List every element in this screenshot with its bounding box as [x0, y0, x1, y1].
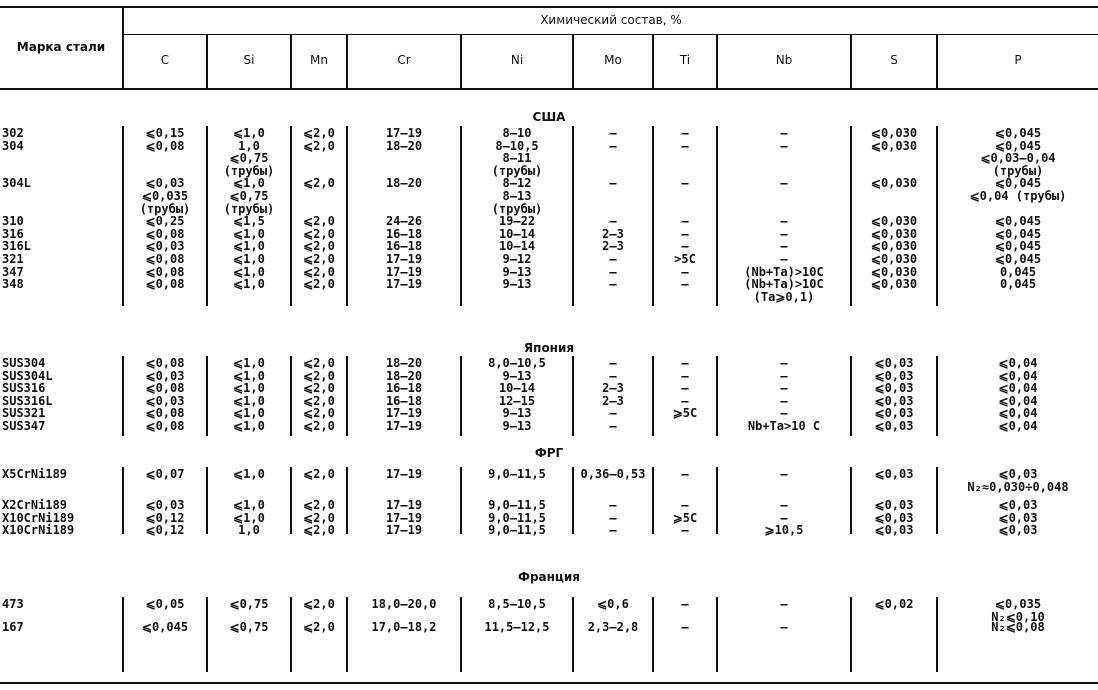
- cell-si: ⩽1,0: [233, 510, 265, 525]
- cell-mo: —: [609, 406, 617, 421]
- cell-ti: —: [681, 393, 689, 408]
- cell-s: ⩽0,030: [870, 277, 918, 292]
- column-header-s: S: [890, 53, 898, 67]
- cell-ti: —: [681, 523, 689, 538]
- cell-ni: 10—14: [498, 226, 536, 241]
- cell-grade: 304: [2, 138, 24, 153]
- table-row: [0, 598, 1098, 611]
- cell-ni: 8—10,5: [495, 138, 539, 153]
- cell-nb: —: [780, 226, 788, 241]
- composition-header: Химический состав, %: [540, 13, 682, 27]
- cell-mn: ⩽2,0: [303, 498, 335, 513]
- table-row: [0, 140, 1098, 153]
- cell-grade: 302: [2, 126, 24, 140]
- cell-ni: 19—22: [498, 214, 536, 229]
- cell-ti: ⩾5C: [672, 510, 698, 525]
- cell-mo: —: [609, 264, 617, 279]
- cell-p: ⩽0,045: [994, 138, 1042, 153]
- cell-p: ⩽0,03: [998, 498, 1038, 513]
- cell-p: N₂⩽0,08: [991, 619, 1045, 634]
- cell-ti: —: [681, 467, 689, 481]
- cell-mn: ⩽2,0: [303, 393, 335, 408]
- cell-p: ⩽0,04: [998, 381, 1038, 396]
- composition-rule: [122, 34, 1098, 35]
- cell-ni: (трубы): [491, 201, 543, 216]
- cell-grade: 304L: [2, 176, 31, 191]
- table-row: [0, 152, 1098, 165]
- cell-cr: 17—19: [385, 126, 423, 140]
- cell-mo: 2—3: [602, 393, 624, 408]
- cell-mo: —: [609, 138, 617, 153]
- cell-s: ⩽0,03: [874, 498, 914, 513]
- cell-mn: ⩽2,0: [303, 226, 335, 241]
- cell-grade: SUS316: [2, 381, 46, 396]
- cell-ni: 9,0—11,5: [488, 523, 546, 538]
- cell-mo: —: [609, 252, 617, 266]
- column-header-ti: Ti: [679, 53, 691, 67]
- cell-c: ⩽0,08: [145, 356, 185, 370]
- cell-grade: 321: [2, 252, 24, 266]
- cell-c: ⩽0,03: [145, 393, 185, 408]
- cell-nb: (Nb+Ta)>10C: [744, 264, 824, 279]
- cell-ti: —: [681, 176, 689, 191]
- cell-p: N₂⩽0,10: [991, 609, 1045, 624]
- cell-nb: ⩾10,5: [764, 523, 804, 538]
- cell-grade: SUS304L: [2, 368, 53, 383]
- cell-nb: —: [780, 381, 788, 396]
- cell-cr: 17—19: [385, 467, 423, 481]
- cell-grade: X5CrNi189: [2, 467, 68, 481]
- cell-si: ⩽1,0: [233, 226, 265, 241]
- cell-cr: 17—19: [385, 419, 423, 433]
- cell-c: ⩽0,03: [145, 239, 185, 254]
- cell-s: ⩽0,03: [874, 419, 914, 433]
- cell-nb: (Nb+Ta)>10C: [744, 277, 824, 292]
- cell-nb: —: [780, 239, 788, 254]
- cell-nb: Nb+Ta>10 C: [747, 419, 821, 433]
- column-header-p: P: [1014, 53, 1022, 67]
- cell-s: ⩽0,030: [870, 226, 918, 241]
- cell-ni: 9—13: [502, 419, 532, 433]
- cell-p: ⩽0,03: [998, 510, 1038, 525]
- cell-p: ⩽0,045: [994, 239, 1042, 254]
- cell-mn: ⩽2,0: [303, 419, 335, 433]
- cell-mn: ⩽2,0: [303, 467, 335, 481]
- cell-ti: —: [681, 138, 689, 153]
- column-header-mn: Mn: [310, 53, 328, 67]
- cell-mn: ⩽2,0: [303, 368, 335, 383]
- cell-si: ⩽1,0: [233, 239, 265, 254]
- column-header-cr: Cr: [397, 53, 411, 67]
- cell-mo: 0,36—0,53: [580, 467, 646, 481]
- cell-grade: 316: [2, 226, 24, 241]
- cell-ni: 8,0—10,5: [488, 356, 546, 370]
- cell-si: ⩽1,0: [233, 356, 265, 370]
- cell-ti: —: [681, 597, 689, 611]
- cell-si: ⩽1,0: [233, 393, 265, 408]
- cell-ni: 9,0—11,5: [488, 498, 546, 513]
- cell-ni: 9—13: [502, 368, 532, 383]
- cell-c: ⩽0,08: [145, 138, 185, 153]
- cell-p: ⩽0,04 (трубы): [969, 189, 1067, 203]
- cell-si: ⩽0,75: [229, 151, 269, 166]
- cell-ni: (трубы): [491, 163, 543, 178]
- cell-ni: 9,0—11,5: [488, 510, 546, 525]
- cell-grade: X10CrNi189: [2, 523, 75, 538]
- column-header-mo: Mo: [604, 53, 622, 67]
- cell-p: 0,045: [999, 277, 1037, 292]
- table-row: [0, 278, 1098, 291]
- cell-c: ⩽0,08: [145, 226, 185, 241]
- cell-mn: ⩽2,0: [303, 523, 335, 538]
- cell-s: ⩽0,030: [870, 176, 918, 191]
- cell-si: ⩽1,0: [233, 467, 265, 481]
- cell-mo: —: [609, 176, 617, 191]
- cell-c: ⩽0,05: [145, 597, 185, 611]
- cell-grade: 316L: [2, 239, 31, 254]
- cell-si: ⩽1,0: [233, 368, 265, 383]
- cell-ni: 8—13: [502, 189, 532, 203]
- cell-ti: —: [681, 126, 689, 140]
- cell-c: ⩽0,08: [145, 277, 185, 292]
- cell-cr: 16—18: [385, 239, 423, 254]
- cell-si: ⩽1,0: [233, 126, 265, 140]
- cell-c: ⩽0,045: [141, 619, 189, 634]
- column-header-si: Si: [243, 53, 255, 67]
- cell-cr: 17—19: [385, 406, 423, 421]
- cell-nb: —: [780, 368, 788, 383]
- cell-s: ⩽0,030: [870, 126, 918, 140]
- table-row: [0, 621, 1098, 634]
- cell-ni: 12—15: [498, 393, 536, 408]
- cell-s: ⩽0,03: [874, 510, 914, 525]
- cell-mn: ⩽2,0: [303, 277, 335, 292]
- cell-ni: 8—10: [502, 126, 532, 140]
- cell-grade: SUS347: [2, 419, 46, 433]
- cell-ti: —: [681, 226, 689, 241]
- grade-header: Марка стали: [16, 40, 106, 54]
- cell-mn: ⩽2,0: [303, 381, 335, 396]
- cell-mo: ⩽0,6: [597, 597, 629, 611]
- cell-c: ⩽0,035: [141, 189, 189, 203]
- cell-nb: —: [780, 393, 788, 408]
- cell-ti: —: [681, 498, 689, 513]
- cell-p: ⩽0,045: [994, 226, 1042, 241]
- cell-si: (трубы): [223, 201, 275, 216]
- cell-mn: ⩽2,0: [303, 239, 335, 254]
- cell-mn: ⩽2,0: [303, 214, 335, 229]
- cell-s: ⩽0,030: [870, 138, 918, 153]
- cell-ni: 8—12: [502, 176, 532, 191]
- cell-s: ⩽0,03: [874, 381, 914, 396]
- cell-c: ⩽0,07: [145, 467, 185, 481]
- cell-p: (трубы): [992, 163, 1044, 178]
- section-title: США: [532, 110, 566, 124]
- cell-cr: 17—19: [385, 510, 423, 525]
- cell-nb: —: [780, 252, 788, 266]
- cell-p: ⩽0,035: [994, 597, 1042, 611]
- cell-ti: >5C: [674, 252, 696, 266]
- cell-cr: 17—19: [385, 498, 423, 513]
- cell-p: N₂≈0,030÷0,048: [967, 479, 1069, 494]
- cell-p: ⩽0,04: [998, 368, 1038, 383]
- cell-si: ⩽1,0: [233, 277, 265, 292]
- cell-p: ⩽0,045: [994, 214, 1042, 229]
- cell-si: ⩽1,0: [233, 176, 265, 191]
- cell-mn: ⩽2,0: [303, 176, 335, 191]
- cell-c: ⩽0,08: [145, 264, 185, 279]
- cell-mn: ⩽2,0: [303, 264, 335, 279]
- cell-si: (трубы): [223, 163, 275, 178]
- cell-cr: 16—18: [385, 226, 423, 241]
- column-header-ni: Ni: [510, 53, 524, 67]
- cell-nb: —: [780, 467, 788, 481]
- cell-nb: —: [780, 597, 788, 611]
- section-title: Япония: [523, 341, 575, 355]
- cell-si: ⩽1,0: [233, 264, 265, 279]
- cell-nb: —: [780, 126, 788, 140]
- cell-s: ⩽0,030: [870, 214, 918, 229]
- table-row: [0, 481, 1098, 494]
- cell-nb: —: [780, 214, 788, 229]
- cell-cr: 24—26: [385, 214, 423, 229]
- cell-grade: SUS316L: [2, 393, 53, 408]
- cell-ni: 9—13: [502, 406, 532, 421]
- cell-si: ⩽1,0: [233, 406, 265, 421]
- cell-c: ⩽0,03: [145, 498, 185, 513]
- table-row: [0, 468, 1098, 481]
- table-row: [0, 291, 1098, 304]
- cell-nb: (Ta⩾0,1): [753, 289, 815, 304]
- cell-cr: 17—19: [385, 264, 423, 279]
- cell-si: ⩽0,75: [229, 597, 269, 611]
- cell-mo: 2,3—2,8: [587, 619, 639, 634]
- cell-p: ⩽0,03—0,04: [980, 151, 1056, 166]
- cell-grade: 347: [2, 264, 24, 279]
- header-bottom-rule: [0, 88, 1098, 90]
- cell-mo: —: [609, 523, 617, 538]
- cell-c: ⩽0,12: [145, 510, 185, 525]
- cell-si: 1,0: [238, 138, 260, 153]
- cell-mn: ⩽2,0: [303, 138, 335, 153]
- cell-nb: —: [780, 176, 788, 191]
- cell-grade: 348: [2, 277, 24, 292]
- cell-nb: —: [780, 406, 788, 421]
- cell-mo: —: [609, 419, 617, 433]
- cell-c: ⩽0,08: [145, 381, 185, 396]
- cell-ni: 9—13: [502, 277, 532, 292]
- cell-mo: —: [609, 277, 617, 292]
- cell-grade: SUS304: [2, 356, 46, 370]
- cell-mn: ⩽2,0: [303, 356, 335, 370]
- cell-ni: 8,5—10,5: [488, 597, 546, 611]
- cell-s: ⩽0,03: [874, 406, 914, 421]
- cell-si: ⩽1,5: [233, 214, 265, 229]
- cell-c: ⩽0,15: [145, 126, 185, 140]
- cell-mn: ⩽2,0: [303, 619, 335, 634]
- cell-s: ⩽0,030: [870, 252, 918, 266]
- cell-ni: 9—12: [502, 252, 532, 266]
- cell-grade: X10CrNi189: [2, 510, 75, 525]
- cell-p: ⩽0,04: [998, 356, 1038, 370]
- cell-ti: —: [681, 214, 689, 229]
- cell-cr: 16—18: [385, 381, 423, 396]
- section-title: ФРГ: [534, 446, 564, 460]
- cell-c: ⩽0,03: [145, 368, 185, 383]
- cell-mo: —: [609, 356, 617, 370]
- cell-cr: 17,0—18,2: [371, 619, 437, 634]
- cell-p: ⩽0,045: [994, 126, 1042, 140]
- cell-grade: 310: [2, 214, 24, 229]
- cell-cr: 18—20: [385, 176, 423, 191]
- cell-ti: —: [681, 619, 689, 634]
- cell-grade: 473: [2, 597, 24, 611]
- cell-mo: —: [609, 498, 617, 513]
- cell-mn: ⩽2,0: [303, 126, 335, 140]
- table-row: [0, 524, 1098, 537]
- table-row: [0, 420, 1098, 433]
- cell-grade: SUS321: [2, 406, 46, 421]
- cell-ti: —: [681, 239, 689, 254]
- cell-nb: —: [780, 510, 788, 525]
- cell-mn: ⩽2,0: [303, 597, 335, 611]
- cell-p: ⩽0,03: [998, 467, 1038, 481]
- cell-ni: 10—14: [498, 381, 536, 396]
- cell-p: 0,045: [999, 264, 1037, 279]
- cell-mo: 2—3: [602, 381, 624, 396]
- cell-cr: 16—18: [385, 393, 423, 408]
- cell-mn: ⩽2,0: [303, 406, 335, 421]
- cell-s: ⩽0,03: [874, 356, 914, 370]
- column-header-nb: Nb: [775, 53, 793, 67]
- cell-ni: 9—13: [502, 264, 532, 279]
- cell-p: ⩽0,045: [994, 252, 1042, 266]
- cell-mo: —: [609, 126, 617, 140]
- cell-cr: 18—20: [385, 356, 423, 370]
- top-rule: [0, 6, 1098, 8]
- cell-ti: —: [681, 264, 689, 279]
- cell-si: ⩽0,75: [229, 189, 269, 203]
- section-title: Франция: [518, 570, 580, 584]
- cell-p: ⩽0,03: [998, 523, 1038, 538]
- cell-s: ⩽0,03: [874, 523, 914, 538]
- cell-c: ⩽0,08: [145, 419, 185, 433]
- cell-s: ⩽0,030: [870, 264, 918, 279]
- cell-mn: ⩽2,0: [303, 252, 335, 266]
- cell-cr: 18—20: [385, 138, 423, 153]
- cell-nb: —: [780, 356, 788, 370]
- cell-ti: ⩾5C: [672, 406, 698, 421]
- cell-cr: 17—19: [385, 523, 423, 538]
- cell-mo: —: [609, 214, 617, 229]
- cell-c: ⩽0,08: [145, 406, 185, 421]
- cell-cr: 18—20: [385, 368, 423, 383]
- cell-ni: 9,0—11,5: [488, 467, 546, 481]
- cell-p: ⩽0,04: [998, 419, 1038, 433]
- cell-si: ⩽1,0: [233, 252, 265, 266]
- cell-ti: —: [681, 356, 689, 370]
- cell-ni: 10—14: [498, 239, 536, 254]
- cell-c: ⩽0,08: [145, 252, 185, 266]
- cell-cr: 17—19: [385, 252, 423, 266]
- cell-c: ⩽0,25: [145, 214, 185, 229]
- cell-mo: 2—3: [602, 226, 624, 241]
- cell-ti: —: [681, 381, 689, 396]
- bottom-rule: [0, 682, 1098, 684]
- cell-mo: —: [609, 510, 617, 525]
- cell-ni: 8—11: [502, 151, 532, 166]
- cell-ti: —: [681, 277, 689, 292]
- cell-s: ⩽0,03: [874, 368, 914, 383]
- cell-s: ⩽0,030: [870, 239, 918, 254]
- cell-grade: X2CrNi189: [2, 498, 68, 513]
- cell-mo: 2—3: [602, 239, 624, 254]
- cell-nb: —: [780, 498, 788, 513]
- cell-ni: 11,5—12,5: [484, 619, 550, 634]
- cell-si: ⩽1,0: [233, 498, 265, 513]
- cell-p: ⩽0,045: [994, 176, 1042, 191]
- cell-si: ⩽1,0: [233, 419, 265, 433]
- cell-c: (трубы): [139, 201, 191, 216]
- cell-s: ⩽0,03: [874, 467, 914, 481]
- cell-mo: —: [609, 368, 617, 383]
- cell-s: ⩽0,02: [874, 597, 914, 611]
- cell-cr: 18,0—20,0: [371, 597, 437, 611]
- cell-si: ⩽0,75: [229, 619, 269, 634]
- cell-si: 1,0: [238, 523, 260, 538]
- cell-p: ⩽0,04: [998, 393, 1038, 408]
- column-header-c: C: [160, 53, 170, 67]
- cell-grade: 167: [2, 619, 24, 634]
- cell-p: ⩽0,04: [998, 406, 1038, 421]
- cell-cr: 17—19: [385, 277, 423, 292]
- cell-si: ⩽1,0: [233, 381, 265, 396]
- cell-nb: —: [780, 138, 788, 153]
- cell-c: ⩽0,03: [145, 176, 185, 191]
- cell-c: ⩽0,12: [145, 523, 185, 538]
- cell-ti: —: [681, 368, 689, 383]
- cell-nb: —: [780, 619, 788, 634]
- cell-s: ⩽0,03: [874, 393, 914, 408]
- cell-mn: ⩽2,0: [303, 510, 335, 525]
